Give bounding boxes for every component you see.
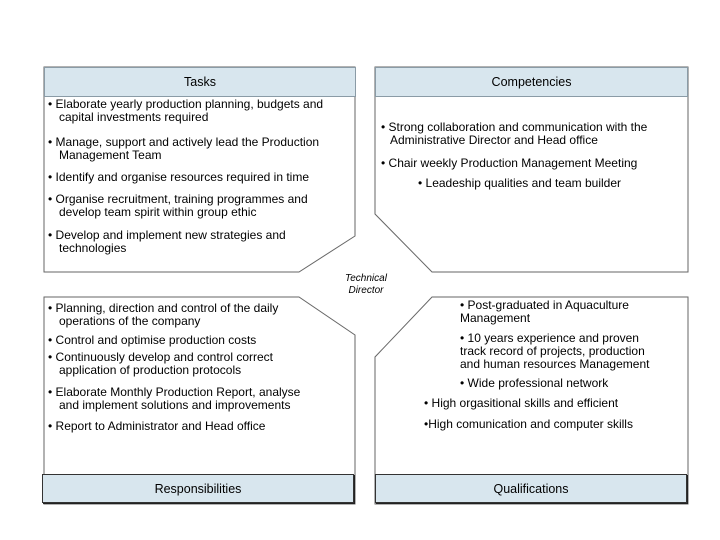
task-item: • Identify and organise resources required in time: [48, 170, 310, 184]
responsibilities-footer: [42, 474, 354, 503]
tasks-header: [44, 67, 356, 97]
qualification-item: • High orgasitional skills and efficient: [424, 396, 619, 410]
responsibility-item: • Planning, direction and control of the daily operations of the company: [48, 301, 279, 328]
qualification-item: •High comunication and computer skills: [424, 417, 633, 431]
competency-item: • Chair weekly Production Management Meeting: [381, 156, 638, 170]
competency-item: • Leadeship qualities and team builder: [418, 176, 622, 190]
center-role-label: Technical Director: [345, 273, 387, 296]
competencies-header: [375, 67, 688, 97]
qualification-item: • Wide professional network: [460, 376, 609, 390]
competencies-title: Competencies: [491, 75, 572, 89]
competency-item: • Strong collaboration and communication with the Administrative Director and Head office: [381, 120, 648, 147]
responsibility-item: • Continuously develop and control correct application of production protocols: [48, 350, 273, 377]
task-item: • Organise recruitment, training programmes and develop team spirit within group ethic: [48, 192, 308, 219]
responsibility-item: • Elaborate Monthly Production Report, analyse and implement solutions and improvements: [48, 385, 301, 412]
qualification-item: • Post-graduated in Aquaculture Management: [460, 298, 629, 325]
task-item: • Develop and implement new strategies and technologies: [48, 228, 286, 255]
responsibility-item: • Report to Administrator and Head office: [48, 419, 266, 433]
responsibility-item: • Control and optimise production costs: [48, 333, 257, 347]
qualification-item: • 10 years experience and proven track record of projects, production and human resources Management: [460, 331, 650, 371]
qualifications-footer: [375, 474, 687, 503]
qualifications-title: Qualifications: [493, 481, 569, 496]
tasks-title: Tasks: [184, 75, 216, 89]
responsibilities-title: Responsibilities: [154, 481, 242, 496]
task-item: • Manage, support and actively lead the Production Management Team: [48, 135, 320, 162]
task-item: • Elaborate yearly production planning, budgets and capital investments required: [48, 97, 324, 124]
